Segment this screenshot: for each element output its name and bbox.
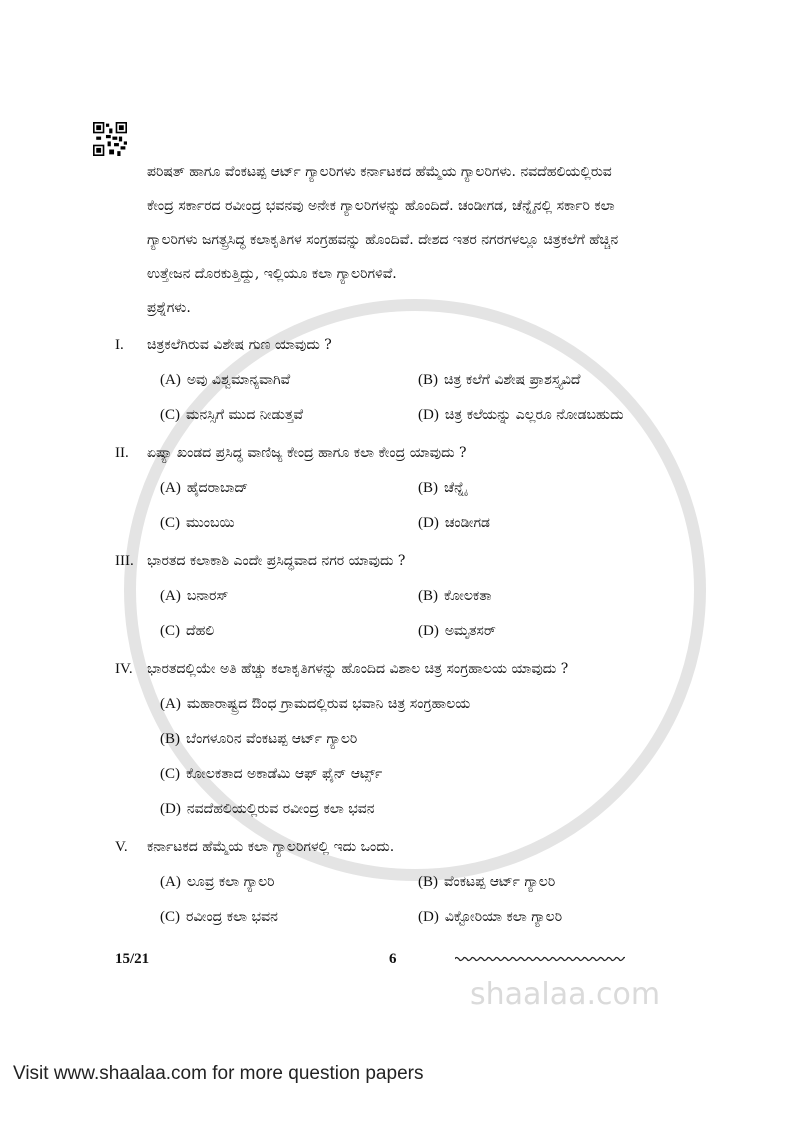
passage-line: ಗ್ಯಾಲರಿಗಳು ಜಗತ್ಪ್ರಸಿದ್ಧ ಕಲಾಕೃತಿಗಳ ಸಂಗ್ರಹವನ್ನು ಹೊಂದಿವೆ. ದೇಶದ ಇತರ ನಗರಗಳಲ್ಲೂ ಚಿತ್ರಕಲೆಗೆ ಹೆಚ್ಚಿನ xyxy=(147,232,619,248)
option-label: (B) xyxy=(418,588,438,604)
option-label: (D) xyxy=(418,407,439,423)
page-number: 6 xyxy=(389,950,397,967)
option-label: (B) xyxy=(418,874,438,890)
option-label: (A) xyxy=(160,480,181,496)
option-label: (C) xyxy=(160,909,180,925)
option-a[interactable] xyxy=(160,687,735,722)
option-text: ಹೈದರಾಬಾದ್ xyxy=(186,480,249,496)
question-number: III. xyxy=(115,553,134,569)
question-row xyxy=(115,830,735,865)
option-text: ಮಹಾರಾಷ್ಟ್ರದ ಔಂಧ ಗ್ರಾಮದಲ್ಲಿರುವ ಭವಾನಿ ಚಿತ್ರ ಸಂಗ್ರಹಾಲಯ xyxy=(186,696,471,712)
question-text: ಕರ್ನಾಟಕದ ಹೆಮ್ಮೆಯ ಕಲಾ ಗ್ಯಾಲರಿಗಳಲ್ಲಿ ಇದು ಒಂದು. xyxy=(147,839,395,855)
option-text: ಕೋಲಕತಾದ ಅಕಾಡೆಮಿ ಆಫ್ ಫೈನ್ ಆರ್ಟ್ಸ್ xyxy=(186,766,383,782)
question-text: ಚಿತ್ರಕಲೆಗಿರುವ ವಿಶೇಷ ಗುಣ ಯಾವುದು ? xyxy=(147,337,332,353)
option-label: (B) xyxy=(160,731,180,747)
option-b[interactable] xyxy=(160,722,735,757)
wavy-line xyxy=(455,954,625,964)
option-label: (D) xyxy=(418,515,439,531)
question-text: ಏಷ್ಯಾ ಖಂಡದ ಪ್ರಸಿದ್ಧ ವಾಣಿಜ್ಯ ಕೇಂದ್ರ ಹಾಗೂ ಕಲಾ ಕೇಂದ್ರ ಯಾವುದು ? xyxy=(147,445,467,461)
option-text: ಬನಾರಸ್ xyxy=(186,588,229,604)
option-text: ಅಮೃತಸರ್ xyxy=(444,623,496,639)
option-label: (C) xyxy=(160,766,180,782)
option-label: (B) xyxy=(418,480,438,496)
option-label: (D) xyxy=(418,909,439,925)
option-b[interactable] xyxy=(418,579,735,614)
option-text: ಚಿತ್ರ ಕಲೆಯನ್ನು ಎಲ್ಲರೂ ನೋಡಬಹುದು xyxy=(444,407,624,423)
option-c[interactable] xyxy=(160,614,410,649)
option-label: (A) xyxy=(160,874,181,890)
option-label: (A) xyxy=(160,696,181,712)
option-c[interactable] xyxy=(160,506,410,541)
option-d[interactable] xyxy=(418,614,735,649)
option-text: ಅವು ವಿಶ್ವಮಾನ್ಯವಾಗಿವೆ xyxy=(186,372,291,388)
options-group xyxy=(160,471,735,541)
spacer xyxy=(0,1012,800,1063)
option-label: (D) xyxy=(418,623,439,639)
watermark-text: shaalaa.com xyxy=(470,977,661,1012)
question-row xyxy=(115,328,735,363)
passage-line: ಉತ್ತೇಜನ ದೊರಕುತ್ತಿದ್ದು, ಇಲ್ಲಿಯೂ ಕಲಾ ಗ್ಯಾಲರಿಗಳಿವೆ. xyxy=(147,266,397,282)
option-text: ಚೆನ್ನೈ xyxy=(444,480,467,496)
option-text: ನವದೆಹಲಿಯಲ್ಲಿರುವ ರವೀಂದ್ರ ಕಲಾ ಭವನ xyxy=(186,801,375,817)
option-label: (A) xyxy=(160,588,181,604)
option-d[interactable] xyxy=(418,900,735,935)
paper-code: 15/21 xyxy=(115,950,150,967)
option-d[interactable] xyxy=(418,506,735,541)
option-label: (C) xyxy=(160,515,180,531)
option-text: ಮುಂಬಯಿ xyxy=(186,515,235,531)
option-label: (C) xyxy=(160,623,180,639)
question-number: II. xyxy=(115,445,129,461)
option-text: ದೆಹಲಿ xyxy=(186,623,215,639)
question-text: ಭಾರತದಲ್ಲಿಯೇ ಅತಿ ಹೆಚ್ಚು ಕಲಾಕೃತಿಗಳನ್ನು ಹೊಂದಿದ ವಿಶಾಲ ಚಿತ್ರ ಸಂಗ್ರಹಾಲಯ ಯಾವುದು ? xyxy=(147,661,569,677)
question-row xyxy=(115,544,735,579)
option-a[interactable] xyxy=(160,865,410,900)
options-group xyxy=(160,687,735,827)
passage-line: ಪರಿಷತ್ ಹಾಗೂ ವೆಂಕಟಪ್ಪ ಆರ್ಟ್ ಗ್ಯಾಲರಿಗಳು ಕರ್ನಾಟಕದ ಹೆಮ್ಮೆಯ ಗ್ಯಾಲರಿಗಳು. ನವದೆಹಲಿಯಲ್ಲಿರುವ xyxy=(147,164,612,180)
option-d[interactable] xyxy=(418,398,735,433)
questions-heading: ಪ್ರಶ್ನೆಗಳು. xyxy=(147,300,191,316)
option-c[interactable] xyxy=(160,900,410,935)
page-footer xyxy=(115,947,625,971)
qr-code-icon xyxy=(93,122,127,156)
option-text: ಮನಸ್ಸಿಗೆ ಮುದ ನೀಡುತ್ತವೆ xyxy=(186,407,304,423)
question-number: I. xyxy=(115,337,124,353)
option-b[interactable] xyxy=(418,865,735,900)
options-group xyxy=(160,865,735,935)
option-a[interactable] xyxy=(160,579,410,614)
exam-content xyxy=(115,155,735,935)
option-label: (A) xyxy=(160,372,181,388)
option-label: (D) xyxy=(160,801,181,817)
option-d[interactable] xyxy=(160,792,735,827)
option-text: ಕೋಲಕತಾ xyxy=(444,588,492,604)
option-text: ಚಂಡೀಗಡ xyxy=(444,515,490,531)
option-text: ರವೀಂದ್ರ ಕಲಾ ಭವನ xyxy=(186,909,278,925)
option-label: (C) xyxy=(160,407,180,423)
option-text: ವೆಂಕಟಪ್ಪ ಆರ್ಟ್ ಗ್ಯಾಲರಿ xyxy=(444,874,556,890)
option-b[interactable] xyxy=(418,363,735,398)
question-row xyxy=(115,652,735,687)
option-a[interactable] xyxy=(160,363,410,398)
option-text: ವಿಕ್ಟೋರಿಯಾ ಕಲಾ ಗ್ಯಾಲರಿ xyxy=(444,909,563,925)
option-b[interactable] xyxy=(418,471,735,506)
option-text: ಲೂವ್ರ ಕಲಾ ಗ್ಯಾಲರಿ xyxy=(186,874,275,890)
question-row xyxy=(115,436,735,471)
passage-line: ಕೇಂದ್ರ ಸರ್ಕಾರದ ರವೀಂದ್ರ ಭವನವು ಅನೇಕ ಗ್ಯಾಲರಿಗಳನ್ನು ಹೊಂದಿದೆ. ಚಂಡೀಗಡ, ಚೆನ್ನೈನಲ್ಲಿ ಸರ್ಕಾರಿ ಕಲಾ xyxy=(147,198,615,214)
question-number: IV. xyxy=(115,661,133,677)
option-c[interactable] xyxy=(160,757,735,792)
option-text: ಬೆಂಗಳೂರಿನ ವೆಂಕಟಪ್ಪ ಆರ್ಟ್ ಗ್ಯಾಲರಿ xyxy=(186,731,358,747)
option-label: (B) xyxy=(418,372,438,388)
option-a[interactable] xyxy=(160,471,410,506)
question-number: V. xyxy=(115,839,128,855)
more-papers-link[interactable]: Visit www.shaalaa.com for more question papers xyxy=(13,1063,424,1084)
option-c[interactable] xyxy=(160,398,410,433)
question-text: ಭಾರತದ ಕಲಾಕಾಶಿ ಎಂದೇ ಪ್ರಸಿದ್ಧವಾದ ನಗರ ಯಾವುದು ? xyxy=(147,553,406,569)
options-group xyxy=(160,363,735,433)
options-group xyxy=(160,579,735,649)
option-text: ಚಿತ್ರ ಕಲೆಗೆ ವಿಶೇಷ ಪ್ರಾಶಸ್ತ್ಯವಿದೆ xyxy=(444,372,581,388)
